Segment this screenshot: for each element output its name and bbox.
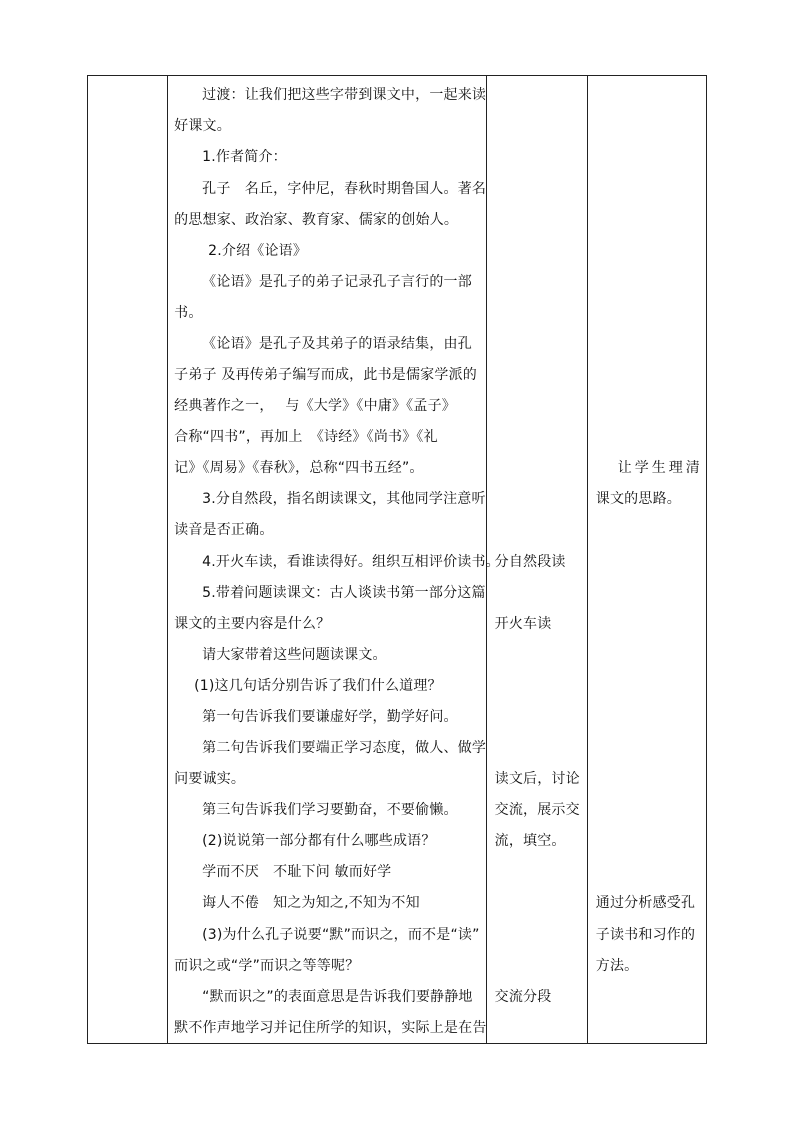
lesson-plan-table	[87, 75, 707, 1044]
activity-line: 《论语》是孔子的弟子记录孔子言行的一部	[202, 274, 472, 290]
activity-line: 问要诚实。	[174, 771, 246, 787]
activity-line: 2.介绍《论语》	[208, 243, 308, 259]
student-line: 分自然段读	[494, 554, 566, 570]
student-line: 交流分段	[494, 989, 552, 1005]
activity-line: 课文的主要内容是什么？	[174, 616, 331, 632]
activity-line: (1)这几句话分别告诉了我们什么道理？	[194, 678, 442, 694]
activity-line: 学而不厌 不耻下问 敏而好学	[202, 864, 392, 880]
stage-cell	[88, 76, 168, 1044]
table-row	[88, 76, 707, 1044]
activity-line: 第二句告诉我们要端正学习态度，做人、做学	[202, 740, 487, 756]
intent-line: 通过分析感受孔	[595, 895, 696, 911]
intent-line: 方法。	[595, 958, 639, 974]
activity-line: (3)为什么孔子说要“默”而识之，而不是“读”	[202, 927, 480, 943]
activity-line: 书。	[174, 305, 203, 321]
design-intent-cell	[587, 76, 706, 1044]
activity-line: 第一句告诉我们要谦虚好学，勤学好问。	[202, 709, 458, 725]
activity-line: 默不作声地学习并记住所学的知识，实际上是在告	[174, 1020, 487, 1036]
activity-line: 孔子 名丘，字仲尼，春秋时期鲁国人。著名	[202, 181, 487, 197]
activity-line: 5.带着问题读课文：古人谈读书第一部分这篇	[202, 585, 486, 601]
activity-line: (2)说说第一部分都有什么哪些成语？	[202, 833, 436, 849]
activity-line: 请大家带着这些问题读课文。	[202, 647, 387, 663]
activity-line: 《论语》是孔子及其弟子的语录结集，由孔	[202, 336, 472, 352]
student-line: 开火车读	[494, 616, 552, 632]
student-activity-cell	[486, 76, 587, 1044]
activity-line: 而识之或“学”而识之等等呢？	[174, 958, 360, 974]
student-line: 交流，展示交	[494, 802, 580, 818]
activity-line: 记》《周易》《春秋》，总称“四书五经”。	[174, 460, 424, 476]
activity-line: 的思想家、政治家、教育家、儒家的创始人。	[174, 212, 459, 228]
activity-line: 4.开火车读，看谁读得好。组织互相评价读书。	[202, 554, 500, 570]
activity-line: 子弟子 及再传弟子编写而成，此书是儒家学派的	[174, 367, 477, 383]
activity-line: 合称“四书”，再加上 《诗经》《尚书》《礼	[174, 429, 438, 445]
activity-line: 读音是否正确。	[174, 522, 274, 538]
intent-line: 子读书和习作的	[595, 927, 696, 943]
activity-line: 经典著作之一， 与《大学》《中庸》《孟子》	[174, 398, 456, 414]
student-line: 流，填空。	[494, 833, 566, 849]
activity-line: 好课文。	[174, 118, 231, 134]
activity-line: 过渡：让我们把这些字带到课文中，一起来读	[202, 87, 487, 103]
intent-line: 课文的思路。	[595, 491, 681, 507]
student-line: 读文后，讨论	[494, 771, 580, 787]
activity-line: 1.作者简介：	[202, 149, 287, 165]
intent-line: 让学生理清	[617, 460, 703, 476]
activity-line: 第三句告诉我们学习要勤奋，不要偷懒。	[202, 802, 458, 818]
teacher-activity-cell	[168, 76, 500, 1044]
activity-line: “默而识之”的表面意思是告诉我们要静静地	[202, 989, 473, 1005]
activity-line: 诲人不倦 知之为知之,不知为不知	[202, 895, 420, 911]
activity-line: 3.分自然段，指名朗读课文，其他同学注意听	[202, 491, 486, 507]
